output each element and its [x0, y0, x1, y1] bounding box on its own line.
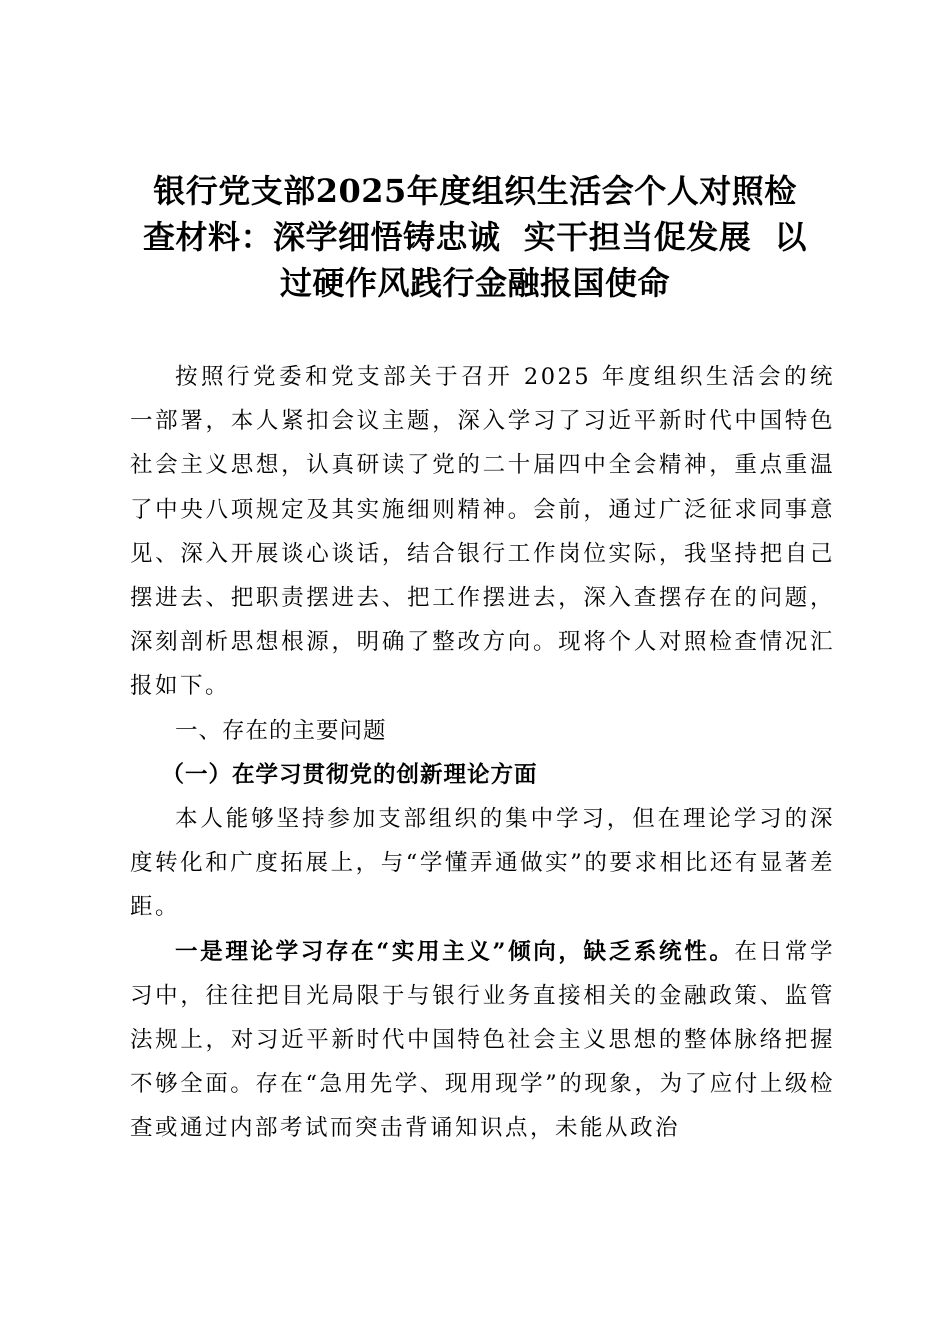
point-one-lead: 一是理论学习存在“实用主义”倾向，缺乏系统性。	[175, 938, 735, 965]
point-one-paragraph	[130, 930, 835, 1151]
section-heading-problems: 一、存在的主要问题	[175, 717, 387, 744]
title-line-1: 银行党支部2025年度组织生活会个人对照检	[153, 172, 797, 210]
subsection-intro-paragraph: 本人能够坚持参加支部组织的集中学习，但在理论学习的深度转化和广度拓展上，与“学懂弄通做实”的要求相比还有显著差距。	[130, 806, 835, 921]
title-line-2: 查材料：深学细悟铸忠诚 实干担当促发展 以	[142, 218, 808, 256]
document-body	[130, 355, 835, 1151]
subsection-heading-theory: （一）在学习贯彻党的创新理论方面	[161, 761, 538, 788]
document-title	[110, 168, 840, 306]
point-one-text: 在日常学习中，往往把目光局限于与银行业务直接相关的金融政策、监管法规上，对习近平新时代中国特色社会主义思想的整体脉络把握不够全面。存在“急用先学、现用现学”的现象，为了应付上级检查或通过内部考试而突击背诵知识点，未能从政治	[130, 938, 835, 1142]
title-line-3: 过硬作风践行金融报国使命	[279, 264, 670, 302]
intro-paragraph: 按照行党委和党支部关于召开 2025 年度组织生活会的统一部署，本人紧扣会议主题，深入学习了习近平新时代中国特色社会主义思想，认真研读了党的二十届四中全会精神，重点重温了中央八项规定及其实施细则精神。会前，通过广泛征求同事意见、深入开展谈心谈话，结合银行工作岗位实际，我坚持把自己摆进去、把职责摆进去、把工作摆进去，深入查摆存在的问题，深刻剖析思想根源，明确了整改方向。现将个人对照检查情况汇报如下。	[130, 364, 835, 700]
